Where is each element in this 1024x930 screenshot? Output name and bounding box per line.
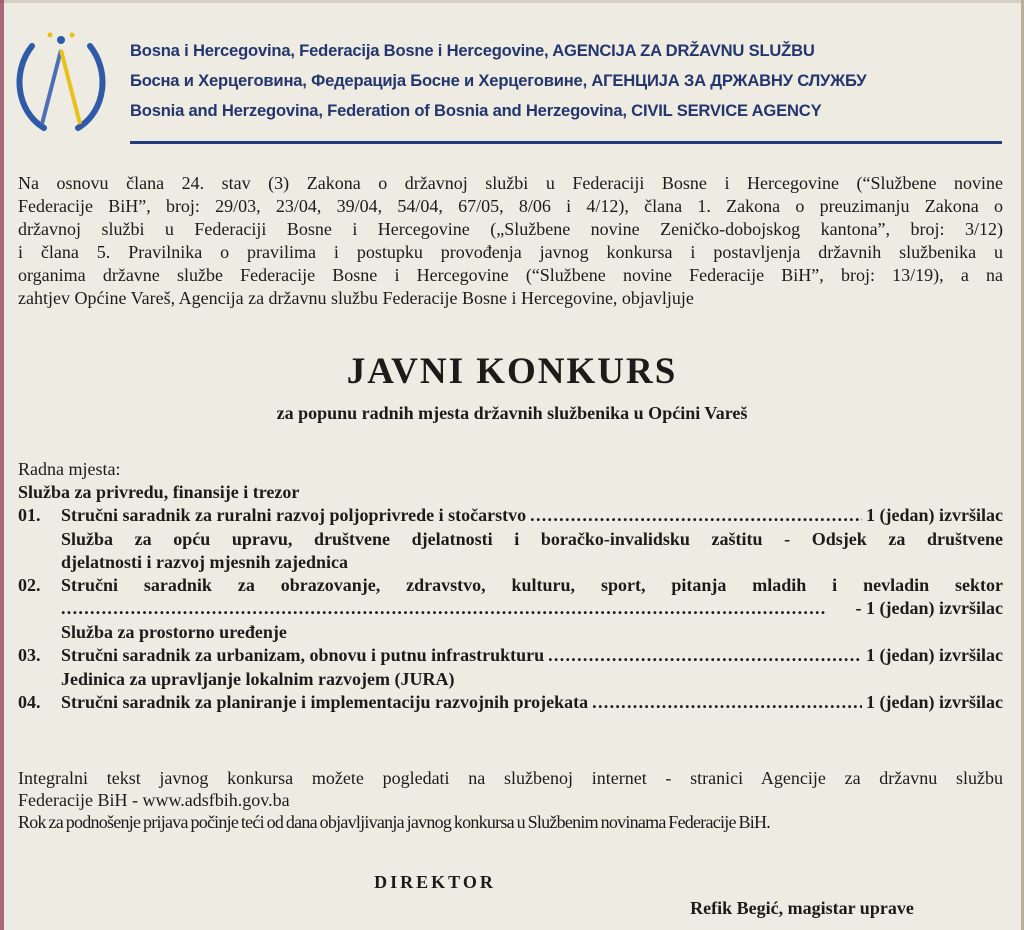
header-rule <box>130 141 1002 144</box>
job-title: Stručni saradnik za planiranje i implementaciju razvojnih projekata <box>61 692 589 712</box>
intro-line: Federacije BiH”, broj: 29/03, 23/04, 39/04, 54/04, 67/05, 8/06 i 4/12), člana 1. Zakona o preuzimanju Zakona o <box>18 196 1003 216</box>
footer-line-website: Federacije BiH - www.adsfbih.gov.ba <box>18 790 290 810</box>
job-count: 1 (jedan) izvršilac <box>866 505 1003 525</box>
intro-line: državnoj službi u Federaciji Bosne i Hercegovine („Službene novine Zeničko-dobojskog kantona”, broj: 3/12) <box>18 219 1003 239</box>
intro-line: zahtjev Općine Vareš, Agencija za državnu službu Federacije Bosne i Hercegovine, objavljuje <box>18 288 694 308</box>
intro-line: organima državne službe Federacije Bosne i Hercegovine (“Službene novine Federacije BiH”, broj: 13/19), a na <box>18 265 1003 285</box>
agency-header <box>130 36 1010 126</box>
signature-role: DIREKTOR <box>374 872 496 892</box>
page-title: JAVNI KONKURS <box>346 351 678 392</box>
job-item <box>18 691 1003 715</box>
job-title: Stručni saradnik za ruralni razvoj poljoprivrede i stočarstvo <box>61 505 527 525</box>
job-number: 03. <box>18 645 41 665</box>
footer-line-deadline: Rok za podnošenje prijava počinje teći od dana objavljivanja javnog konkursa u Službenim novinama Federacije BiH. <box>18 812 771 832</box>
dot-leader <box>530 504 862 527</box>
agency-logo-icon <box>14 26 108 136</box>
header-line-cyrillic: Босна и Херцеговина, Федерација Босне и Херцеговине, АГЕНЦИЈА ЗА ДРЖАВНУ СЛУЖБУ <box>130 71 867 90</box>
job-title: Stručni saradnik za obrazovanje, zdravstvo, kulturu, sport, pitanja mladih i nevladin sektor <box>61 575 1003 595</box>
job-list <box>18 458 1003 715</box>
dot-leader <box>61 597 852 620</box>
job-number: 01. <box>18 505 41 525</box>
page-subtitle: za popunu radnih mjesta državnih službenika u Općini Vareš <box>276 403 748 423</box>
footer-notes <box>18 767 1003 833</box>
job-item <box>18 644 1003 668</box>
job-count: - 1 (jedan) izvršilac <box>855 598 1003 618</box>
signature-name: Refik Begić, magistar uprave <box>690 898 914 918</box>
page-edge-left <box>0 0 4 930</box>
dot-leader <box>548 644 862 667</box>
job-count: 1 (jedan) izvršilac <box>866 645 1003 665</box>
job-item <box>18 574 1003 597</box>
section-heading: Služba za prostorno uređenje <box>61 622 287 642</box>
page-edge-top <box>0 0 1024 3</box>
section-heading: Služba za privredu, finansije i trezor <box>18 482 300 502</box>
job-item <box>18 504 1003 528</box>
header-line-english: Bosnia and Herzegovina, Federation of Bosnia and Herzegovina, CIVIL SERVICE AGENCY <box>130 101 822 120</box>
section-heading: Jedinica za upravljanje lokalnim razvojem (JURA) <box>61 669 455 689</box>
dot-leader <box>592 691 862 714</box>
section-heading-continued: djelatnosti i razvoj mjesnih zajednica <box>61 552 348 572</box>
job-item-continued <box>18 597 1003 621</box>
intro-line: i člana 5. Pravilnika o pravilima i postupku provođenja javnog konkursa i postavljenja državnih službenika u <box>18 242 1003 262</box>
job-number: 02. <box>18 575 41 595</box>
job-number: 04. <box>18 692 41 712</box>
job-count: 1 (jedan) izvršilac <box>866 692 1003 712</box>
job-list-label: Radna mjesta: <box>18 459 121 479</box>
section-heading: Služba za opću upravu, društvene djelatnosti i boračko-invalidsku zaštitu - Odsjek za društvene <box>61 529 1003 549</box>
job-title: Stručni saradnik za urbanizam, obnovu i putnu infrastrukturu <box>61 645 545 665</box>
footer-line: Integralni tekst javnog konkursa možete pogledati na službenoj internet - stranici Agencije za državnu službu <box>18 768 1003 788</box>
intro-paragraph <box>18 172 1003 310</box>
header-line-latin: Bosna i Hercegovina, Federacija Bosne i Hercegovine, AGENCIJA ZA DRŽAVNU SLUŽBU <box>130 41 815 60</box>
intro-line: Na osnovu člana 24. stav (3) Zakona o državnoj službi u Federaciji Bosne i Hercegovine (“Službene novine <box>18 173 1003 193</box>
